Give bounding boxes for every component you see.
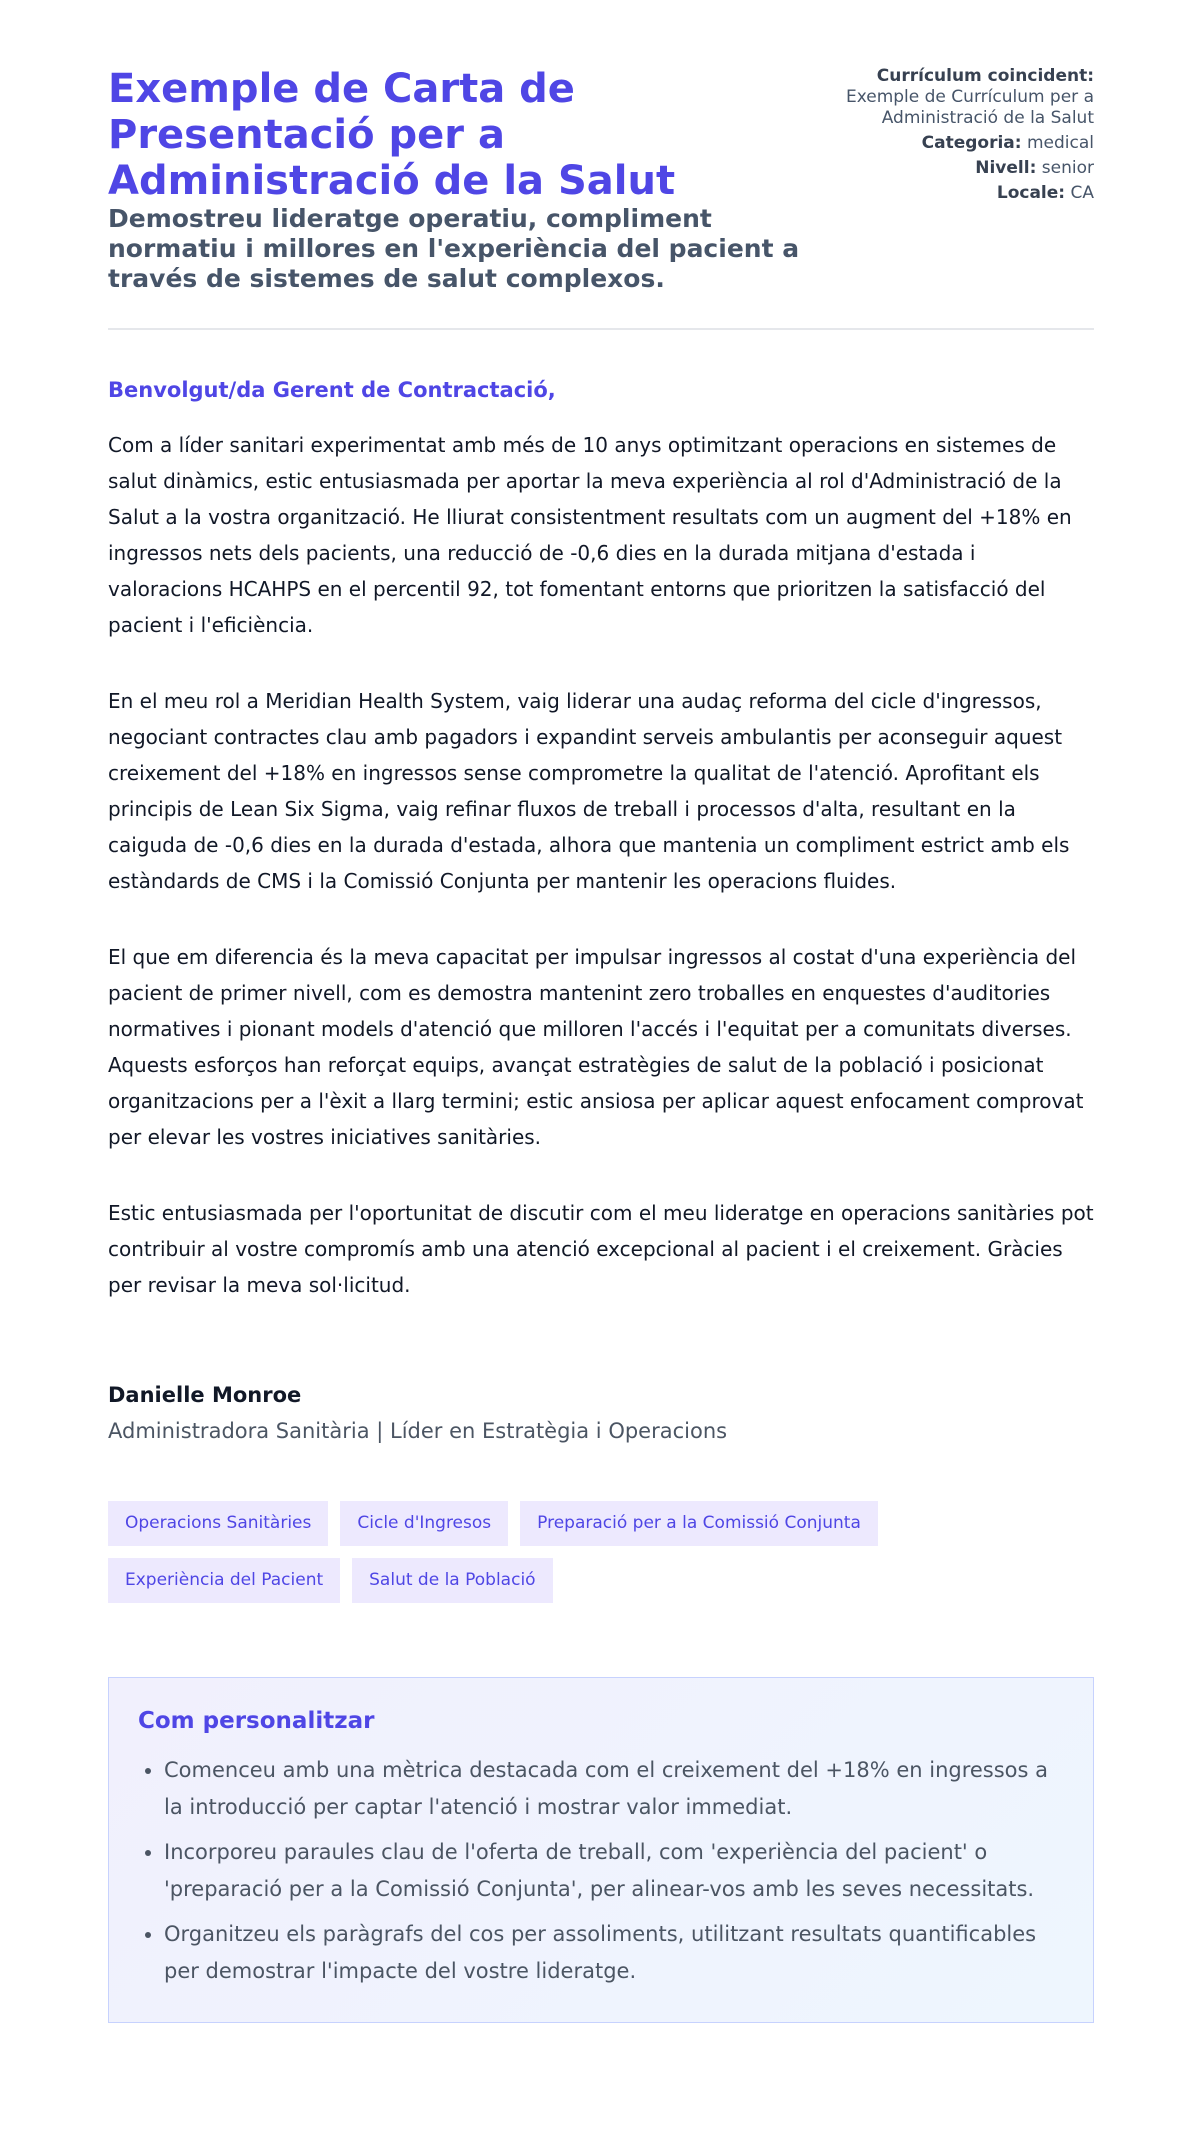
tips-list: [138, 1752, 1064, 1990]
tip-item: • Organitzeu els paràgrafs del cos per assoliments, utilitzant resultats quantificables per demostrar l'impacte del vostre lideratge.: [164, 1916, 1064, 1990]
meta-resume: [808, 66, 1094, 129]
meta-resume-label: Currículum coincident:: [876, 66, 1094, 86]
meta-category-label: Categoria:: [921, 133, 1022, 153]
header-divider: [108, 328, 1094, 330]
meta-category-value: medical: [1026, 133, 1094, 153]
tips-heading: Com personalitzar: [138, 1708, 375, 1734]
meta-category: [808, 133, 1094, 154]
page-header: [108, 66, 1094, 294]
tag-list: [108, 1501, 1008, 1603]
letter-paragraph: Estic entusiasmada per l'oportunitat de discutir com el meu lideratge en operacions sanitàries pot contribuir al vostre compromís amb una atenció excepcional al pacient i el creixement. Gràcies per revisar la meva sol·licitud.: [108, 1201, 1094, 1297]
meta-locale-value: CA: [1070, 183, 1094, 203]
meta-locale-label: Locale:: [996, 183, 1066, 203]
salutation: Benvolgut/da Gerent de Contractació,: [108, 378, 556, 402]
page-title: Exemple de Carta de Presentació per a Administració de la Salut: [108, 66, 676, 204]
meta-level-label: Nivell:: [975, 158, 1037, 178]
signature-title: Administradora Sanitària | Líder en Estratègia i Operacions: [108, 1419, 728, 1443]
page-subtitle: Demostreu lideratge operatiu, compliment normatiu i millores en l'experiència del pacient a través de sistemes de salut complexos.: [108, 204, 800, 293]
tag: Salut de la Població: [352, 1558, 552, 1603]
customize-tips-box: [108, 1677, 1094, 2023]
tag: Preparació per a la Comissió Conjunta: [520, 1501, 878, 1546]
tag: Cicle d'Ingresos: [340, 1501, 508, 1546]
meta-resume-value: Exemple de Currículum per a Administració de la Salut: [845, 87, 1094, 128]
meta-panel: [808, 66, 1094, 208]
meta-level: [808, 158, 1094, 179]
cover-letter-page: [108, 66, 1094, 2023]
meta-level-value: senior: [1041, 158, 1094, 178]
title-block: [108, 66, 808, 294]
signature-name: Danielle Monroe: [108, 1383, 302, 1407]
tip-item: • Comenceu amb una mètrica destacada com el creixement del +18% en ingressos a la introducció per captar l'atenció i mostrar valor immediat.: [164, 1752, 1064, 1826]
letter-paragraph: El que em diferencia és la meva capacitat per impulsar ingressos al costat d'una experiència del pacient de primer nivell, com es demostra mantenint zero troballes en enquestes d'auditories normatives i pionant models d'atenció que milloren l'accés i l'equitat per a comunitats diverses. Aquests esforços han reforçat equips, avançat estratègies de salut de la població i posicionat organitzacions per a l'èxit a llarg termini; estic ansiosa per aplicar aquest enfocament comprovat per elevar les vostres iniciatives sanitàries.: [108, 945, 1084, 1149]
tag: Operacions Sanitàries: [108, 1501, 328, 1546]
letter-paragraph: Com a líder sanitari experimentat amb més de 10 anys optimitzant operacions en sistemes de salut dinàmics, estic entusiasmada per aportar la meva experiència al rol d'Administració de la Salut a la vostra organització. He lliurat consistentment resultats com un augment del +18% en ingressos nets dels pacients, una reducció de -0,6 dies en la durada mitjana d'estada i valoracions HCAHPS en el percentil 92, tot fomentant entorns que prioritzen la satisfacció del pacient i l'eficiència.: [108, 433, 1072, 637]
letter-paragraph: En el meu rol a Meridian Health System, vaig liderar una audaç reforma del cicle d'ingressos, negociant contractes clau amb pagadors i expandint serveis ambulantis per aconseguir aquest creixement del +18% en ingressos sense comprometre la qualitat de l'atenció. Aprofitant els principis de Lean Six Sigma, vaig refinar fluxos de treball i processos d'alta, resultant en la caiguda de -0,6 dies en la durada d'estada, alhora que mantenia un compliment estrict amb els estàndards de CMS i la Comissió Conjunta per mantenir les operacions fluides.: [108, 689, 1070, 893]
meta-locale: [808, 183, 1094, 204]
tag: Experiència del Pacient: [108, 1558, 340, 1603]
tip-item: • Incorporeu paraules clau de l'oferta de treball, com 'experiència del pacient' o 'preparació per a la Comissió Conjunta', per alinear-vos amb les seves necessitats.: [164, 1834, 1064, 1908]
